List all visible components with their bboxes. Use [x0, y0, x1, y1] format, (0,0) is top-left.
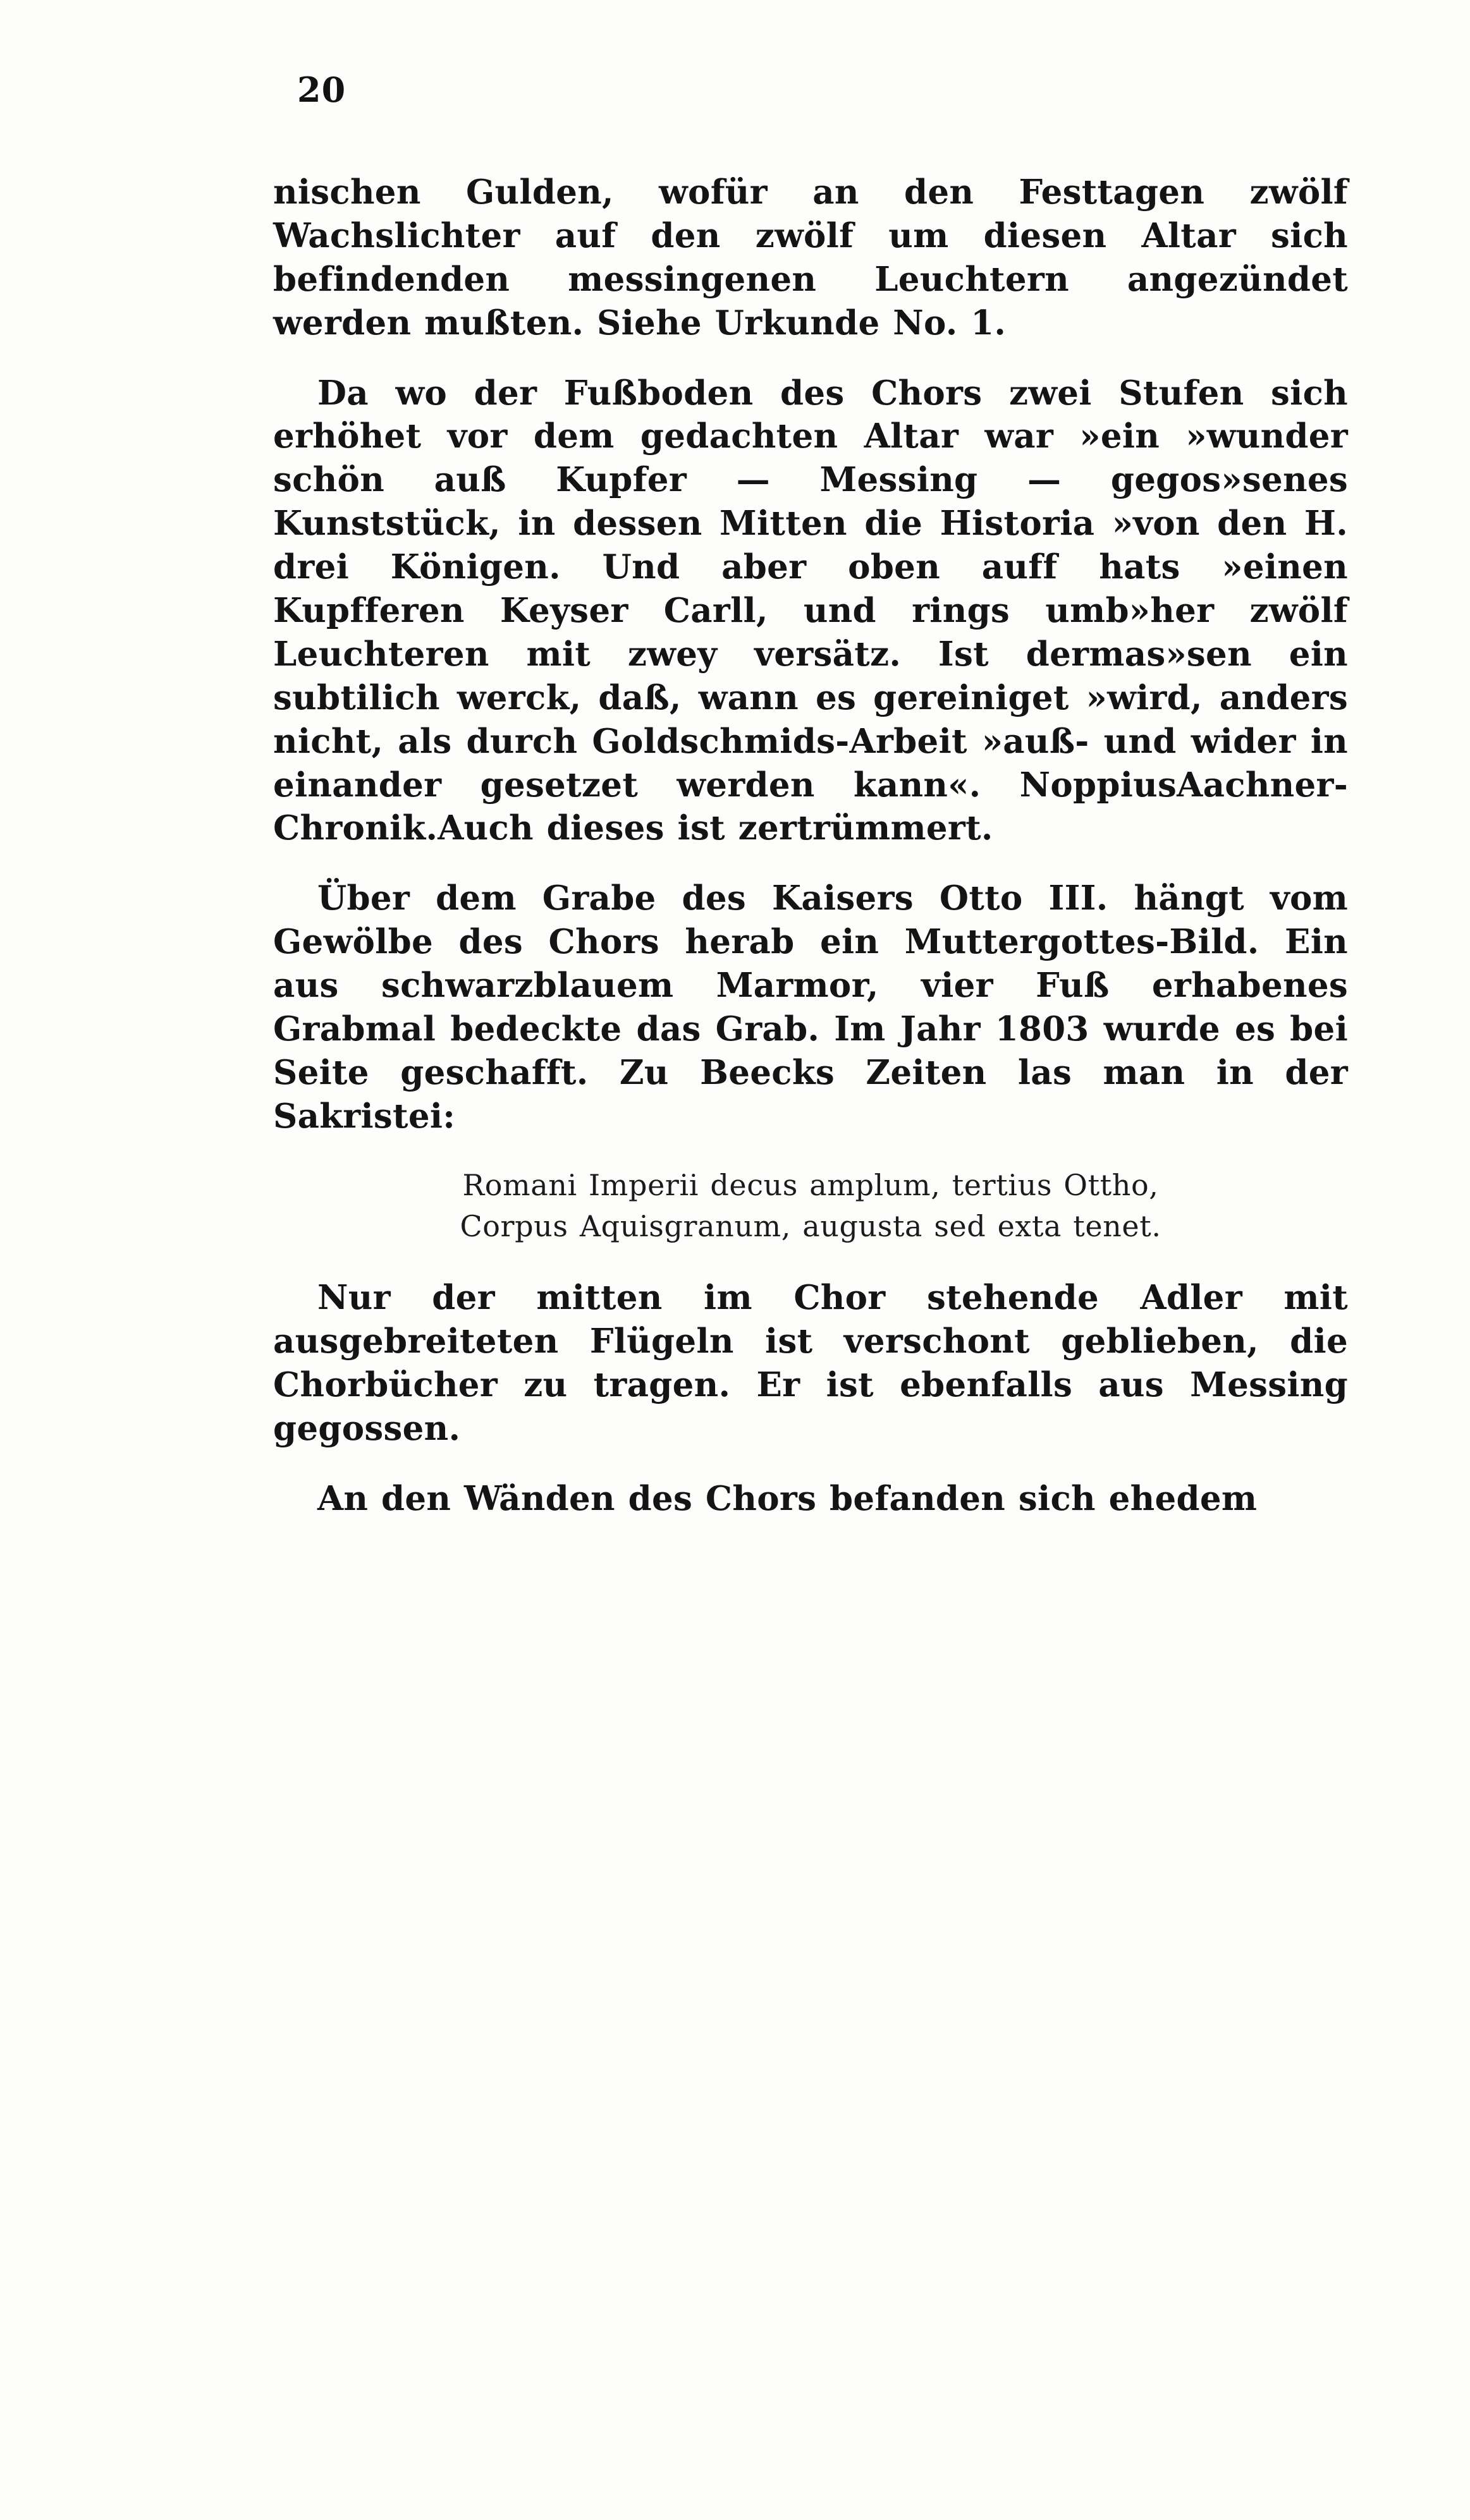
inscription-line: Romani Imperii decus amplum, tertius Ottho, — [462, 1167, 1159, 1202]
body-paragraph: nischen Gulden, wofür an den Festtagen zwölf Wachslichter auf den zwölf um diesen Altar sich befindenden messingenen Leuchtern angezündet werden mußten. Siehe Urkunde No. 1. — [273, 173, 1348, 343]
page-body-text — [273, 171, 1348, 1547]
body-paragraph: Über dem Grabe des Kaisers Otto III. hängt vom Gewölbe des Chors herab ein Muttergottes-Bild. Ein aus schwarzblauem Marmor, vier Fuß erhabenes Grabmal bedeckte das Grab. Im Jahr 1803 wurde es bei Seite geschafft. Zu Beecks Zeiten las man in der Sakristei: — [273, 879, 1348, 1136]
body-paragraph: Nur der mitten im Chor stehende Adler mit ausgebreiteten Flügeln ist verschont geblieben, die Chorbücher zu tragen. Er ist ebenfalls aus Messing gegossen. — [273, 1278, 1348, 1448]
body-paragraph: Da wo der Fußboden des Chors zwei Stufen sich erhöhet vor dem gedachten Altar war »ein »wunder schön auß Kupfer — Messing — gegos»senes Kunststück, in dessen Mitten die Historia »von den H. drei Königen. Und aber oben auff hats »einen Kupfferen Keyser Carll, und rings umb»her zwölf Leuchteren mit zwey versätz. Ist dermas»sen ein subtilich werck, daß, wann es gereiniget »wird, anders nicht, als durch Goldschmids-Arbeit »auß- und wider in einander gesetzet werden kann«. NoppiusAachner-Chronik.Auch dieses ist zertrümmert. — [273, 373, 1348, 848]
page-number: 20 — [297, 70, 346, 110]
latin-inscription — [273, 1165, 1348, 1248]
body-paragraph: An den Wänden des Chors befanden sich ehedem — [317, 1478, 1258, 1518]
inscription-line: Corpus Aquisgranum, augusta sed exta tenet. — [460, 1209, 1161, 1244]
